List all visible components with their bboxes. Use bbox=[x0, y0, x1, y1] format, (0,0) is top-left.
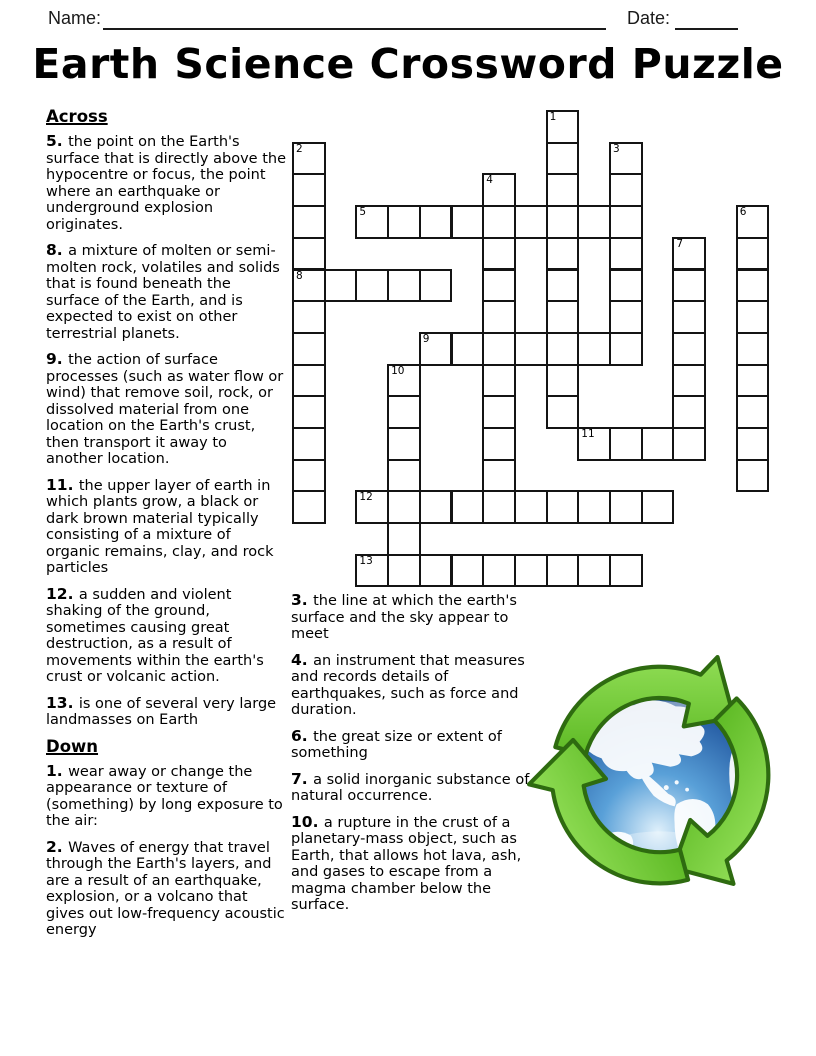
clue-text: an instrument that measures and records details of earthquakes, such as force and duration. bbox=[291, 652, 525, 718]
grid-cell[interactable] bbox=[672, 427, 706, 461]
grid-cell-number: 11 bbox=[581, 428, 595, 440]
clue-down-10 bbox=[291, 814, 545, 914]
clue-text: Waves of energy that travel through the Earth's layers, and are a result of an earthquake, explosion, or a volcano that gives out low-frequency acoustic energy bbox=[46, 839, 285, 938]
grid-cell[interactable] bbox=[736, 395, 770, 429]
grid-cell-number: 10 bbox=[391, 364, 405, 377]
down-heading: Down bbox=[46, 736, 99, 756]
grid-cell[interactable] bbox=[609, 554, 643, 588]
grid-cell[interactable] bbox=[387, 459, 421, 493]
grid-cell[interactable] bbox=[546, 395, 580, 429]
date-label: Date: bbox=[627, 8, 671, 28]
grid-cell[interactable] bbox=[419, 269, 453, 303]
grid-cell[interactable] bbox=[577, 332, 611, 366]
grid-cell[interactable] bbox=[387, 490, 421, 524]
clue-down-7 bbox=[291, 771, 545, 805]
grid-cell[interactable] bbox=[672, 395, 706, 429]
grid-cell[interactable] bbox=[292, 427, 326, 461]
across-heading: Across bbox=[46, 107, 108, 126]
grid-cell[interactable] bbox=[546, 173, 580, 207]
clue-text: the action of surface processes (such as water flow or wind) that remove soil, rock, or dissolved material from one location on the Earth's crust, then transport it away to another location. bbox=[46, 352, 284, 467]
grid-cell[interactable] bbox=[482, 395, 516, 429]
grid-cell-number: 12 bbox=[359, 491, 373, 504]
grid-cell[interactable] bbox=[482, 300, 516, 334]
grid-cell[interactable] bbox=[419, 490, 453, 524]
grid-cell[interactable] bbox=[387, 395, 421, 429]
clue-down-6 bbox=[291, 728, 545, 762]
clue-text: a rupture in the crust of a planetary-mass object, such as Earth, that allows hot lava, ash, and gases to escape from a magma chamber below the surface. bbox=[291, 814, 522, 913]
grid-cell[interactable] bbox=[546, 205, 580, 239]
grid-cell[interactable] bbox=[736, 459, 770, 493]
clue-number: 1. bbox=[46, 761, 69, 780]
grid-cell-number: 2 bbox=[296, 142, 303, 155]
clue-number: 11. bbox=[46, 475, 79, 494]
clue-text: the upper layer of earth in which plants grow, a black or dark brown material typically consisting of a mixture of organic remains, clay, and rock particles bbox=[46, 477, 274, 576]
grid-cell[interactable] bbox=[546, 490, 580, 524]
clue-text: is one of several very large landmasses on Earth bbox=[46, 695, 277, 728]
clue-text: a solid inorganic substance of natural occurrence. bbox=[291, 771, 530, 804]
clue-text: the great size or extent of something bbox=[291, 728, 502, 761]
grid-cell[interactable] bbox=[546, 142, 580, 176]
grid-cell[interactable] bbox=[419, 205, 453, 239]
grid-cell[interactable] bbox=[292, 205, 326, 239]
grid-cell[interactable] bbox=[355, 269, 389, 303]
grid-cell[interactable] bbox=[451, 205, 485, 239]
grid-cell[interactable] bbox=[672, 300, 706, 334]
grid-cell-number: 8 bbox=[296, 269, 303, 282]
grid-cell[interactable] bbox=[609, 269, 643, 303]
grid-cell-2[interactable] bbox=[292, 142, 326, 176]
grid-cell[interactable] bbox=[577, 490, 611, 524]
grid-cell[interactable] bbox=[324, 269, 358, 303]
clue-across-8 bbox=[46, 242, 286, 342]
grid-cell[interactable] bbox=[736, 269, 770, 303]
clue-number: 7. bbox=[291, 769, 314, 788]
clue-number: 4. bbox=[291, 650, 314, 669]
grid-cell[interactable] bbox=[736, 427, 770, 461]
clue-down-3 bbox=[291, 592, 545, 643]
grid-cell[interactable] bbox=[482, 332, 516, 366]
grid-cell[interactable] bbox=[482, 427, 516, 461]
grid-cell-number: 9 bbox=[422, 332, 430, 345]
clue-number: 10. bbox=[291, 812, 324, 831]
grid-cell[interactable] bbox=[387, 205, 421, 239]
grid-cell-3[interactable] bbox=[609, 142, 643, 176]
grid-cell[interactable] bbox=[546, 300, 580, 334]
clue-text: a mixture of molten or semi-molten rock, volatiles and solids that is found beneath the surface of the Earth, and is expected to exist on other terrestrial planets. bbox=[46, 243, 280, 342]
grid-cell[interactable] bbox=[482, 237, 516, 271]
grid-cell[interactable] bbox=[609, 300, 643, 334]
clue-down-4 bbox=[291, 652, 545, 719]
grid-cell[interactable] bbox=[609, 490, 643, 524]
grid-cell[interactable] bbox=[546, 332, 580, 366]
clue-across-9 bbox=[46, 351, 286, 468]
grid-cell[interactable] bbox=[672, 269, 706, 303]
down-clue-list-middle bbox=[291, 592, 545, 914]
grid-cell-number: 1 bbox=[549, 111, 557, 123]
grid-cell[interactable] bbox=[514, 490, 548, 524]
down-clue-list-left bbox=[46, 763, 286, 939]
grid-cell-8[interactable] bbox=[292, 269, 326, 303]
grid-cell[interactable] bbox=[736, 332, 770, 366]
grid-cell[interactable] bbox=[577, 554, 611, 588]
grid-cell[interactable] bbox=[641, 427, 675, 461]
clues-middle-column bbox=[291, 592, 545, 923]
recycle-globe-image bbox=[535, 648, 785, 898]
grid-cell[interactable] bbox=[641, 490, 675, 524]
grid-cell[interactable] bbox=[419, 554, 453, 588]
grid-cell[interactable] bbox=[387, 269, 421, 303]
grid-cell-1[interactable] bbox=[546, 110, 580, 144]
clue-down-1 bbox=[46, 763, 286, 830]
clue-number: 13. bbox=[46, 693, 79, 712]
clue-text: the line at which the earth's surface and the sky appear to meet bbox=[291, 593, 517, 642]
clue-across-11 bbox=[46, 477, 286, 577]
grid-cell-number: 13 bbox=[359, 554, 373, 567]
grid-cell[interactable] bbox=[546, 554, 580, 588]
clues-left-column bbox=[46, 108, 286, 948]
grid-cell[interactable] bbox=[482, 459, 516, 493]
grid-cell[interactable] bbox=[609, 427, 643, 461]
grid-cell[interactable] bbox=[292, 364, 326, 398]
grid-cell-6[interactable] bbox=[736, 205, 770, 239]
grid-cell[interactable] bbox=[482, 205, 516, 239]
grid-cell[interactable] bbox=[736, 300, 770, 334]
grid-cell-10[interactable] bbox=[387, 364, 421, 398]
grid-cell-11[interactable] bbox=[577, 427, 611, 461]
grid-cell-12[interactable] bbox=[355, 490, 389, 524]
grid-cell[interactable] bbox=[482, 554, 516, 588]
clue-number: 5. bbox=[46, 132, 69, 150]
grid-cell[interactable] bbox=[292, 395, 326, 429]
grid-cell-4[interactable] bbox=[482, 173, 516, 207]
grid-cell[interactable] bbox=[672, 364, 706, 398]
grid-cell[interactable] bbox=[514, 205, 548, 239]
grid-cell[interactable] bbox=[482, 269, 516, 303]
across-clue-list bbox=[46, 133, 286, 729]
grid-cell[interactable] bbox=[609, 205, 643, 239]
grid-cell[interactable] bbox=[672, 332, 706, 366]
grid-cell-number: 5 bbox=[359, 206, 367, 219]
clue-text: the point on the Earth's surface that is directly above the hypocentre or focus, the point where an earthquake or underground explosion originates. bbox=[46, 134, 286, 233]
grid-cell-5[interactable] bbox=[355, 205, 389, 239]
grid-cell[interactable] bbox=[482, 364, 516, 398]
name-underline-field[interactable] bbox=[103, 28, 606, 30]
clue-number: 8. bbox=[46, 241, 69, 259]
grid-cell-number: 3 bbox=[613, 142, 620, 155]
grid-cell[interactable] bbox=[514, 554, 548, 588]
grid-cell[interactable] bbox=[514, 332, 548, 366]
clue-text: a sudden and violent shaking of the ground, sometimes causing great destruction, as a result of movements within the earth's crust or volcanic action. bbox=[46, 586, 264, 685]
clue-number: 3. bbox=[291, 591, 314, 609]
clue-text: wear away or change the appearance or texture of (something) by long exposure to the air: bbox=[46, 763, 283, 829]
grid-cell[interactable] bbox=[292, 173, 326, 207]
grid-cell[interactable] bbox=[577, 205, 611, 239]
grid-cell[interactable] bbox=[387, 522, 421, 556]
grid-cell-number: 6 bbox=[739, 206, 747, 219]
grid-cell[interactable] bbox=[451, 554, 485, 588]
grid-cell[interactable] bbox=[387, 427, 421, 461]
grid-cell[interactable] bbox=[609, 173, 643, 207]
grid-cell[interactable] bbox=[292, 300, 326, 334]
clue-number: 2. bbox=[46, 837, 69, 856]
grid-cell-number: 4 bbox=[486, 174, 493, 187]
grid-cell[interactable] bbox=[546, 237, 580, 271]
grid-cell[interactable] bbox=[451, 490, 485, 524]
grid-cell[interactable] bbox=[609, 237, 643, 271]
grid-cell[interactable] bbox=[736, 364, 770, 398]
grid-cell[interactable] bbox=[736, 237, 770, 271]
grid-cell-number: 7 bbox=[676, 237, 684, 250]
clue-number: 12. bbox=[46, 584, 79, 603]
grid-cell[interactable] bbox=[546, 364, 580, 398]
grid-cell[interactable] bbox=[609, 332, 643, 366]
grid-cell-13[interactable] bbox=[355, 554, 389, 588]
grid-cell[interactable] bbox=[292, 490, 326, 524]
grid-cell[interactable] bbox=[482, 490, 516, 524]
grid-cell[interactable] bbox=[292, 332, 326, 366]
grid-cell[interactable] bbox=[292, 237, 326, 271]
date-underline-field[interactable] bbox=[675, 28, 738, 30]
grid-cell[interactable] bbox=[546, 269, 580, 303]
page-title: Earth Science Crossword Puzzle bbox=[32, 40, 784, 88]
grid-cell-7[interactable] bbox=[672, 237, 706, 271]
grid-cell[interactable] bbox=[292, 459, 326, 493]
clue-number: 9. bbox=[46, 350, 69, 368]
clue-across-12 bbox=[46, 586, 286, 686]
clue-down-2 bbox=[46, 839, 286, 939]
clue-number: 6. bbox=[291, 726, 314, 745]
clue-across-5 bbox=[46, 133, 286, 233]
grid-cell[interactable] bbox=[387, 554, 421, 588]
grid-cell-9[interactable] bbox=[419, 332, 453, 366]
crossword-grid bbox=[292, 110, 770, 588]
grid-cell[interactable] bbox=[451, 332, 485, 366]
name-label: Name: bbox=[48, 8, 102, 28]
clue-across-13 bbox=[46, 695, 286, 729]
